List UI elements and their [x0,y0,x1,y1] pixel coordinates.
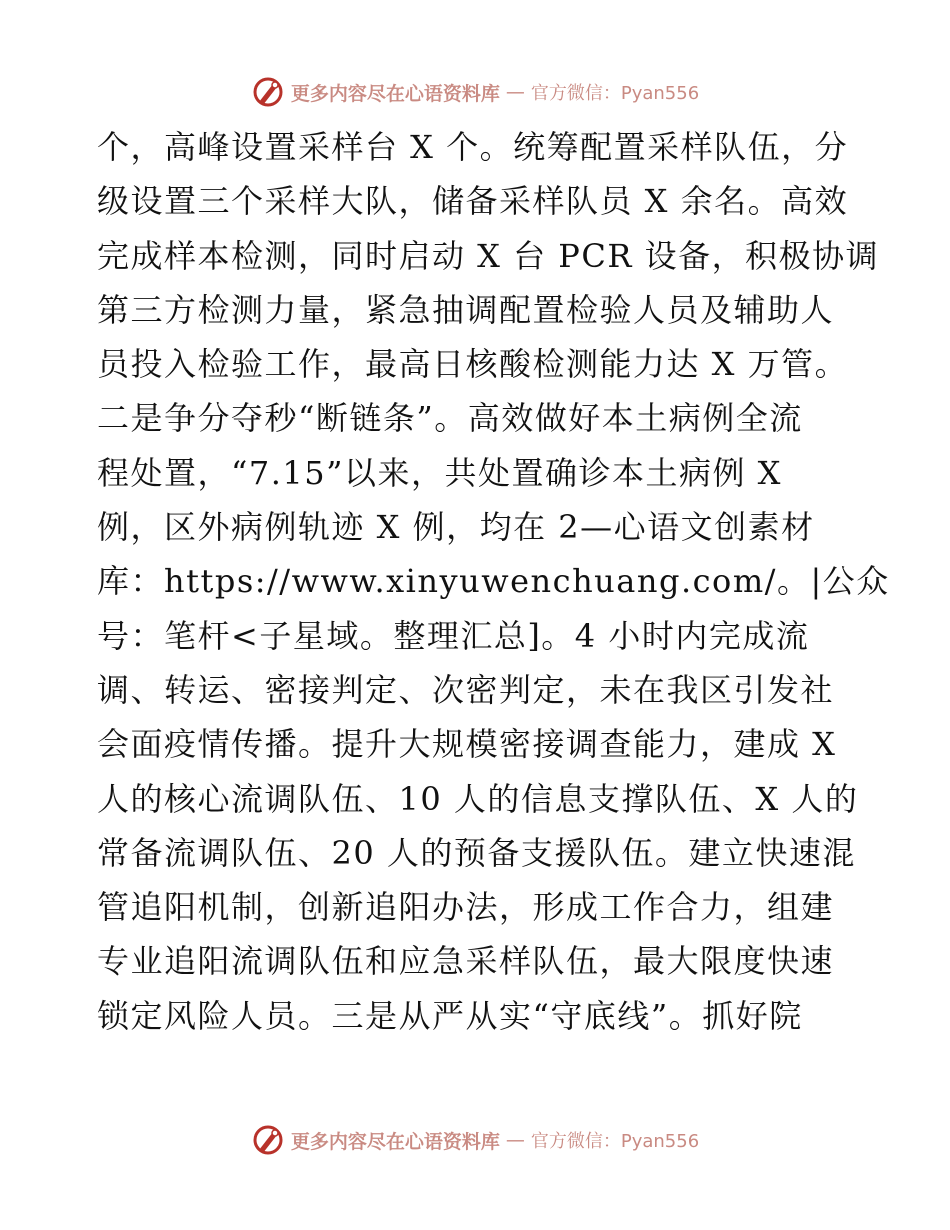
text-line: 完成样本检测，同时启动 X 台 PCR 设备，积极协调 [97,236,880,275]
footer-banner [0,1120,950,1160]
text-line: 常备流调队伍、20 人的预备支援队伍。建立快速混 [97,833,856,872]
text-line-with-link[interactable]: 库：https://www.xinyuwenchuang.com/。|公众 [97,562,890,601]
header-wechat-label: 官方微信：Pyan556 [530,83,700,104]
footer-banner-dash: — [505,1129,525,1151]
text-line: 锁定风险人员。三是从严从实“守底线”。抓好院 [97,996,803,1035]
text-line: 人的核心流调队伍、10 人的信息支撑队伍、X 人的 [97,779,859,818]
header-banner-text: 更多内容尽在心语资料库 [290,82,500,105]
text-line: 二是争分夺秒“断链条”。高效做好本土病例全流 [97,399,803,438]
header-banner [0,72,950,112]
text-line: 第三方检测力量，紧急抽调配置检验人员及辅助人 [97,290,835,329]
text-line: 例，区外病例轨迹 X 例，均在 2—心语文创素材 [97,508,815,547]
text-line: 调、转运、密接判定、次密判定，未在我区引发社 [97,670,835,709]
text-line: 管追阳机制，创新追阳办法，形成工作合力，组建 [97,888,835,927]
pen-logo-icon [251,75,285,109]
text-line: 专业追阳流调队伍和应急采样队伍，最大限度快速 [97,942,835,981]
text-line: 员投入检验工作，最高日核酸检测能力达 X 万管。 [97,345,849,384]
header-banner-dash: — [505,81,525,103]
text-line: 号：笔杆<子星域。整理汇总]。4 小时内完成流 [97,616,810,655]
text-line: 个，高峰设置采样台 X 个。统筹配置采样队伍，分 [97,128,849,166]
footer-banner-text: 更多内容尽在心语资料库 [290,1130,500,1153]
text-line: 级设置三个采样大队，储备采样队员 X 余名。高效 [97,182,849,221]
pen-logo-icon [251,1123,285,1157]
text-line: 会面疫情传播。提升大规模密接调查能力，建成 X [97,725,837,764]
text-line: 程处置，“7.15”以来，共处置确诊本土病例 X [97,453,782,492]
document-body [97,120,890,1043]
footer-wechat-label: 官方微信：Pyan556 [530,1131,700,1152]
